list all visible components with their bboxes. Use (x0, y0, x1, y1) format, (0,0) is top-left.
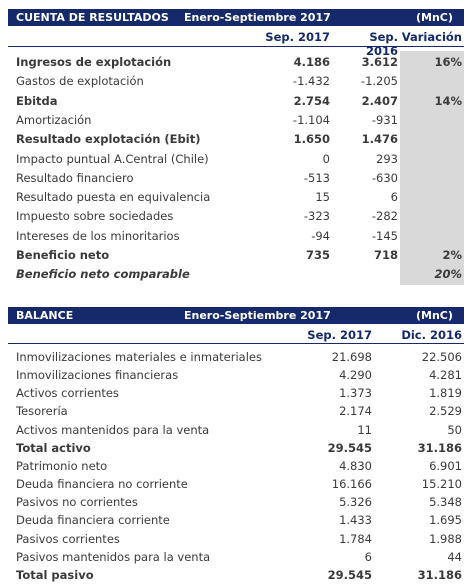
value-sep2017: 6 (364, 549, 372, 564)
value-dic2016: 5.348 (429, 495, 462, 510)
value-sep2016: -630 (371, 170, 398, 185)
row-label: Beneficio neto comparable (16, 267, 190, 282)
row-label: Intereses de los minoritarios (16, 228, 180, 243)
value-dic2016: 6.901 (429, 458, 462, 473)
balance-row (8, 441, 464, 459)
value-sep2016: -1.205 (360, 74, 398, 89)
row-label: Patrimonio neto (16, 458, 108, 473)
value-dic2016: 1.988 (429, 531, 462, 546)
row-label: Pasivos corrientes (16, 531, 120, 546)
row-label: Activos corrientes (16, 386, 119, 401)
results-row (8, 267, 464, 286)
value-sep2017: 2.174 (339, 404, 372, 419)
results-unit: (MnC) (416, 11, 453, 24)
value-dic2016: 1.695 (429, 513, 462, 528)
results-period: Enero-Septiembre 2017 (184, 11, 331, 24)
balance-row (8, 495, 464, 513)
row-label: Deuda financiera no corriente (16, 477, 188, 492)
value-variacion: 2% (442, 248, 462, 262)
row-label: Gastos de explotación (16, 74, 144, 89)
balance-col-dic2016: Dic. 2016 (401, 328, 462, 342)
value-sep2016: 718 (373, 248, 398, 262)
row-label: Inmovilizaciones materiales e inmateriales (16, 350, 262, 364)
value-sep2017: 5.326 (339, 495, 372, 510)
value-dic2016: 44 (447, 549, 462, 564)
row-label: Ingresos de explotación (16, 55, 172, 69)
balance-col-sep2017: Sep. 2017 (307, 328, 372, 342)
balance-table (8, 307, 464, 582)
balance-title: BALANCE (16, 309, 74, 322)
balance-column-header (8, 324, 464, 344)
balance-row (8, 368, 464, 386)
value-sep2017: 4.830 (339, 458, 372, 473)
value-sep2017: 4.290 (339, 368, 372, 383)
balance-row (8, 386, 464, 404)
row-label: Impacto puntual A.Central (Chile) (16, 151, 209, 166)
value-dic2016: 22.506 (421, 350, 462, 364)
row-label: Pasivos no corrientes (16, 495, 138, 510)
results-row (8, 209, 464, 228)
row-label: Activos mantenidos para la venta (16, 422, 210, 437)
value-variacion: 16% (434, 55, 462, 69)
results-row (8, 55, 464, 74)
balance-header (8, 307, 464, 324)
value-sep2017: 21.698 (331, 350, 372, 364)
row-label: Total pasivo (16, 567, 94, 582)
row-label: Impuesto sobre sociedades (16, 209, 174, 224)
results-column-header (8, 26, 464, 58)
results-col-variacion: Variación (401, 30, 462, 44)
value-dic2016: 15.210 (421, 477, 462, 492)
row-label: Ebitda (16, 93, 58, 108)
results-header (8, 9, 464, 26)
value-dic2016: 31.186 (417, 440, 462, 455)
value-variacion: 14% (434, 93, 462, 108)
row-label: Resultado puesta en equivalencia (16, 190, 211, 205)
value-sep2017: 1.650 (293, 132, 330, 147)
results-row (8, 229, 464, 248)
results-row (8, 171, 464, 190)
row-label: Total activo (16, 440, 91, 455)
value-sep2017: 2.754 (293, 93, 330, 108)
results-row (8, 190, 464, 209)
value-sep2017: 29.545 (327, 567, 372, 582)
balance-unit: (MnC) (416, 309, 453, 322)
balance-row (8, 459, 464, 477)
balance-row (8, 513, 464, 531)
value-sep2017: 16.166 (331, 477, 372, 492)
row-label: Beneficio neto (16, 248, 110, 262)
balance-period: Enero-Septiembre 2017 (184, 309, 331, 322)
value-sep2017: 11 (357, 422, 372, 437)
balance-row (8, 550, 464, 568)
results-row (8, 152, 464, 171)
value-sep2017: 1.784 (339, 531, 372, 546)
value-sep2017: 4.186 (293, 55, 330, 69)
results-row (8, 94, 464, 113)
row-label: Inmovilizaciones financieras (16, 368, 179, 383)
results-col-sep2017: Sep. 2017 (265, 30, 330, 44)
row-label: Tesorería (16, 404, 68, 419)
value-sep2016: 6 (390, 190, 398, 205)
value-dic2016: 4.281 (429, 368, 462, 383)
value-sep2017: -323 (303, 209, 330, 224)
value-sep2016: 3.612 (361, 55, 398, 69)
value-sep2016: 293 (376, 151, 398, 166)
results-row (8, 248, 464, 267)
value-sep2017: -1.104 (292, 112, 330, 127)
value-dic2016: 1.819 (429, 386, 462, 401)
value-sep2016: 1.476 (361, 132, 398, 147)
value-dic2016: 50 (447, 422, 462, 437)
value-sep2016: -282 (371, 209, 398, 224)
value-variacion: 20% (434, 267, 462, 282)
value-sep2017: 735 (305, 248, 330, 262)
row-label: Pasivos mantenidos para la venta (16, 549, 211, 564)
value-sep2017: -513 (303, 170, 330, 185)
results-col-sep2016: Sep. 2016 (365, 30, 398, 58)
value-sep2017: -94 (311, 228, 330, 243)
value-sep2017: 0 (322, 151, 330, 166)
balance-row (8, 423, 464, 441)
value-sep2017: -1.432 (292, 74, 330, 89)
row-label: Resultado financiero (16, 170, 134, 185)
value-sep2017: 29.545 (327, 440, 372, 455)
value-sep2017: 15 (315, 190, 330, 205)
results-table (8, 9, 464, 282)
value-dic2016: 2.529 (429, 404, 462, 419)
row-label: Amortización (16, 112, 92, 127)
balance-row (8, 350, 464, 368)
value-dic2016: 31.186 (417, 567, 462, 582)
balance-row (8, 568, 464, 586)
results-title: CUENTA DE RESULTADOS (16, 11, 169, 24)
results-row (8, 113, 464, 132)
balance-row (8, 404, 464, 422)
row-label: Deuda financiera corriente (16, 513, 170, 528)
results-row (8, 74, 464, 93)
balance-row (8, 477, 464, 495)
value-sep2016: -931 (371, 112, 398, 127)
results-row (8, 132, 464, 151)
value-sep2017: 1.373 (339, 386, 372, 401)
value-sep2017: 1.433 (339, 513, 372, 528)
row-label: Resultado explotación (Ebit) (16, 132, 201, 147)
value-sep2016: -145 (371, 228, 398, 243)
balance-row (8, 532, 464, 550)
value-sep2016: 2.407 (361, 93, 398, 108)
